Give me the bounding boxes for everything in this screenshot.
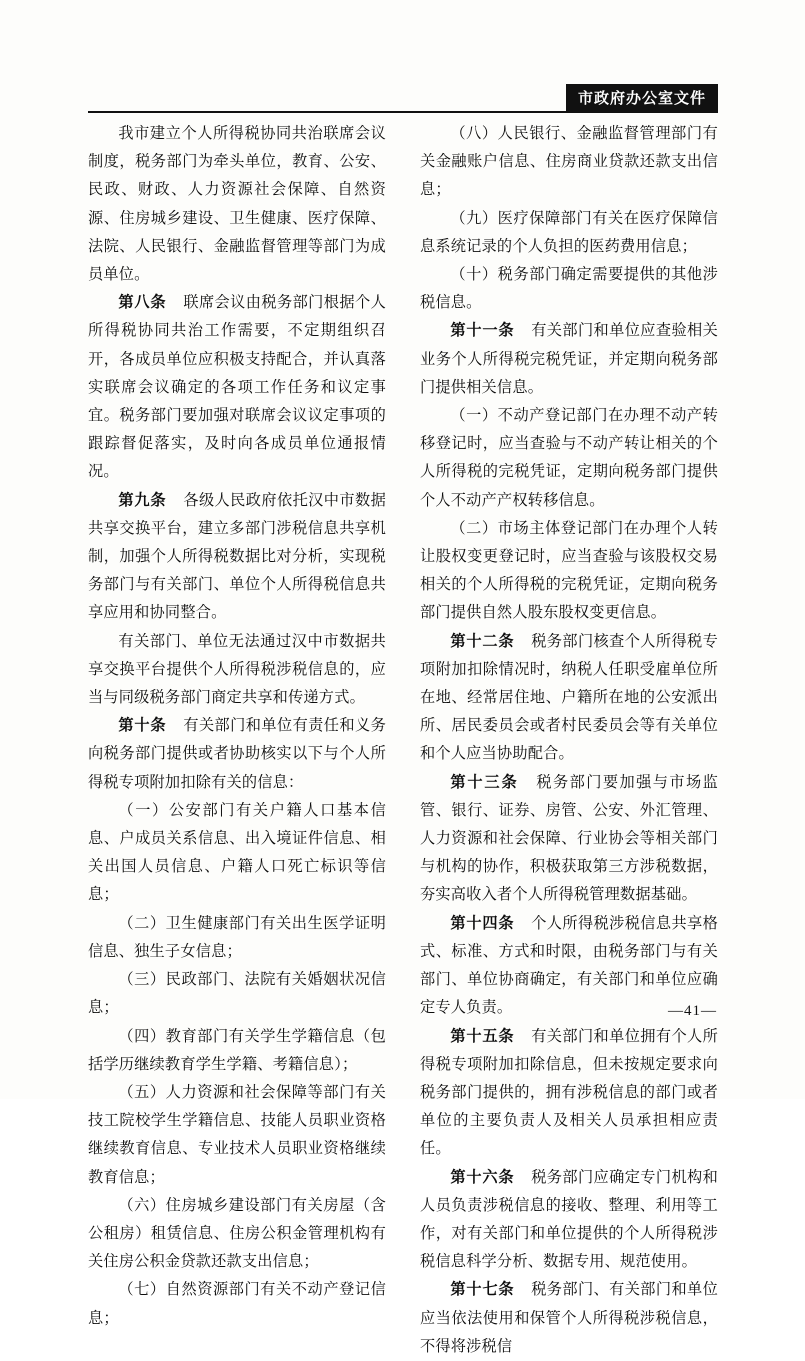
paragraph-text: 税务部门要加强与市场监管、银行、证券、房管、公安、外汇管理、人力资源和社会保障、行业协会等相关部门与机构的协作，积极获取第三方涉税数据，夯实高收入者个人所得税管理数据基础。	[420, 773, 718, 904]
paragraph	[420, 769, 718, 910]
paragraph-text: 各级人民政府依托汉中市数据共享交换平台，建立多部门涉税信息共享机制，加强个人所得税数据比对分析，实现税务部门与有关部门、单位个人所得税信息共享应用和协同整合。	[88, 491, 386, 622]
paragraph	[88, 1079, 386, 1192]
left-column	[88, 120, 386, 1327]
page-number: —41—	[668, 1003, 717, 1019]
paragraph-text: （九）医疗保障部门有关在医疗保障信息系统记录的个人负担的医药费用信息；	[420, 209, 718, 255]
paragraph-text: 有关部门和单位拥有个人所得税专项附加扣除信息，但未按规定要求向税务部门提供的，拥有涉税信息的部门或者单位的主要负责人及相关人员承担相应责任。	[420, 1027, 718, 1158]
paragraph-text: 有关部门和单位应查验相关业务个人所得税完税凭证，并定期向税务部门提供相关信息。	[420, 322, 718, 396]
paragraph-text: （八）人民银行、金融监督管理部门有关金融账户信息、住房商业贷款还款支出信息；	[420, 125, 718, 199]
paragraph-text: 我市建立个人所得税协同共治联席会议制度，税务部门为牵头单位，教育、公安、民政、财政、人力资源社会保障、自然资源、住房城乡建设、卫生健康、医疗保障、法院、人民银行、金融监督管理等部门为成员单位。	[88, 125, 386, 284]
paragraph	[420, 205, 718, 261]
paragraph-text: 联席会议由税务部门根据个人所得税协同共治工作需要，不定期组织召开，各成员单位应积极支持配合，并认真落实联席会议确定的各项工作任务和议定事宜。税务部门要加强对联席会议议定事项的跟踪督促落实，及时向各成员单位通报情况。	[88, 294, 386, 481]
paragraph-text: （十）税务部门确定需要提供的其他涉税信息。	[420, 266, 718, 312]
paragraph	[420, 317, 718, 402]
paragraph	[88, 966, 386, 1022]
paragraph-text: （一）公安部门有关户籍人口基本信息、户成员关系信息、出入境证件信息、相关出国人员信息、户籍人口死亡标识等信息；	[88, 801, 386, 904]
paragraph	[420, 120, 718, 205]
paragraph-label: 第十六条	[450, 1168, 515, 1186]
paragraph	[88, 1276, 386, 1332]
paragraph-label: 第八条	[118, 294, 167, 312]
paragraph	[88, 120, 386, 289]
paragraph	[88, 1023, 386, 1079]
paragraph-text: （二）市场主体登记部门在办理个人转让股权变更登记时，应当查验与该股权交易相关的个人所得税的完税凭证，定期向税务部门提供自然人股东股权变更信息。	[420, 519, 718, 622]
paragraph-text: （一）不动产登记部门在办理不动产转移登记时，应当查验与不动产转让相关的个人所得税的完税凭证，定期向税务部门提供个人不动产产权转移信息。	[420, 407, 718, 509]
paragraph	[420, 261, 718, 317]
paragraph-label: 第十四条	[450, 914, 515, 932]
page-header	[88, 84, 718, 110]
paragraph-label: 第十一条	[450, 322, 515, 340]
paragraph-text: 税务部门、有关部门和单位应当依法使用和保管个人所得税涉税信息，不得将涉税信	[420, 1281, 718, 1355]
paragraph-text: 税务部门应确定专门机构和人员负责涉税信息的接收、整理、利用等工作，对有关部门和单位提供的个人所得税涉税信息科学分析、数据专用、规范使用。	[420, 1168, 718, 1271]
paragraph-text: 税务部门核查个人所得税专项附加扣除情况时，纳税人任职受雇单位所在地、经常居住地、户籍所在地的公安派出所、居民委员会或者村民委员会等有关单位和个人应当协助配合。	[420, 632, 718, 763]
paragraph-text: （四）教育部门有关学生学籍信息（包括学历继续教育学生学籍、考籍信息）；	[88, 1027, 386, 1073]
paragraph	[88, 487, 386, 628]
paragraph-text: 个人所得税涉税信息共享格式、标准、方式和时限，由税务部门与有关部门、单位协商确定，有关部门和单位应确定专人负责。	[420, 914, 718, 1017]
paragraph	[88, 289, 386, 486]
paragraph-label: 第十七条	[450, 1281, 515, 1299]
paragraph-text: （六）住房城乡建设部门有关房屋（含公租房）租赁信息、住房公积金管理机构有关住房公积金贷款还款支出信息；	[88, 1196, 386, 1271]
paragraph	[420, 1276, 718, 1361]
paragraph-label: 第十三条	[450, 773, 519, 791]
paragraph	[420, 1164, 718, 1277]
paragraph-label: 第十条	[118, 717, 167, 735]
paragraph-text: （三）民政部门、法院有关婚姻状况信息；	[88, 971, 386, 1017]
paragraph-text: 有关部门、单位无法通过汉中市数据共享交换平台提供个人所得税涉税信息的，应当与同级税务部门商定共享和传递方式。	[88, 632, 386, 707]
header-document-title: 市政府办公室文件	[566, 84, 718, 112]
paragraph	[88, 712, 386, 797]
paragraph	[420, 628, 718, 769]
paragraph	[88, 1192, 386, 1277]
paragraph-text: 有关部门和单位有责任和义务向税务部门提供或者协助核实以下与个人所得税专项附加扣除有关的信息：	[88, 717, 386, 791]
paragraph-text: （五）人力资源和社会保障等部门有关技工院校学生学籍信息、技能人员职业资格继续教育信息、专业技术人员职业资格继续教育信息；	[88, 1083, 386, 1186]
paragraph	[420, 515, 718, 628]
paragraph-label: 第十五条	[450, 1027, 515, 1045]
paragraph	[420, 1023, 718, 1164]
paragraph-label: 第十二条	[450, 632, 515, 650]
paragraph	[88, 910, 386, 966]
paragraph	[420, 402, 718, 515]
paragraph-text: （二）卫生健康部门有关出生医学证明信息、独生子女信息；	[88, 914, 386, 960]
paragraph	[88, 628, 386, 713]
paragraph	[88, 797, 386, 910]
header-divider	[88, 111, 718, 113]
paragraph-text: （七）自然资源部门有关不动产登记信息；	[88, 1281, 386, 1327]
paragraph-label: 第九条	[118, 491, 167, 509]
